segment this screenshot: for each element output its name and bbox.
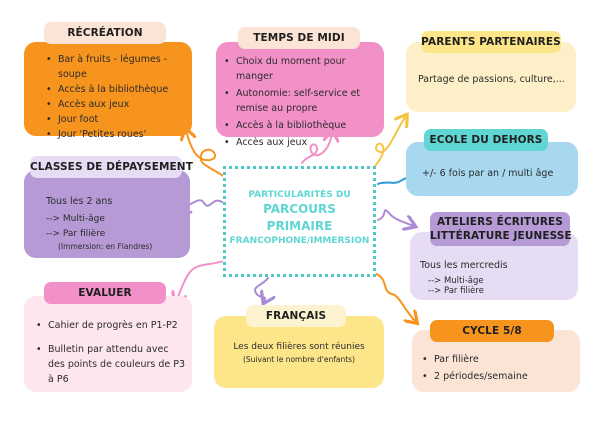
list-item: • Jour foot: [46, 112, 186, 127]
ateliers-title-1: ATELIERS ÉCRITURES: [437, 216, 563, 228]
classes-line1: Tous les 2 ans: [46, 196, 113, 207]
classes-line4: (Immersion: en Flandres): [58, 242, 153, 251]
list-item: • Par filière: [422, 352, 574, 367]
evaluer-title: EVALUER: [44, 282, 166, 304]
parents-text: Partage de passions, culture,...: [418, 74, 565, 85]
francais-line2: (Suivant le nombre d'enfants): [243, 355, 355, 364]
cycle-list: [422, 352, 574, 384]
list-item: • 2 périodes/semaine: [422, 369, 574, 384]
ateliers-line3: --> Par filière: [428, 286, 484, 296]
center-line1: PARTICULARITÉS DU: [248, 190, 351, 200]
center-box: [223, 166, 376, 277]
classes-line3: --> Par filière: [46, 229, 106, 239]
center-line2: PARCOURS: [263, 202, 336, 216]
center-line4: FRANCOPHONE/IMMERSION: [229, 236, 370, 246]
arrow-to-francais: [255, 278, 268, 302]
francais-title: FRANÇAIS: [246, 305, 346, 327]
ateliers-line1: Tous les mercredis: [420, 260, 508, 271]
evaluer-card: [24, 296, 192, 392]
parents-title: PARENTS PARTENAIRES: [421, 31, 561, 53]
midi-title: TEMPS DE MIDI: [238, 27, 360, 49]
center-line3: PRIMAIRE: [266, 219, 333, 233]
evaluer-list: [36, 318, 186, 387]
ateliers-line2: --> Multi-âge: [428, 276, 484, 286]
classes-card: [24, 170, 190, 258]
classes-line2: --> Multi-âge: [46, 214, 105, 224]
list-item: • Accès à la bibliothèque: [224, 118, 380, 133]
list-item: • Jour 'Petites roues': [46, 127, 186, 142]
ecole-title: ECOLE DU DEHORS: [424, 129, 548, 151]
recreation-list: [46, 52, 186, 142]
recreation-title: RÉCRÉATION: [44, 22, 166, 44]
ecole-text: +/- 6 fois par an / multi âge: [422, 168, 554, 179]
recreation-card: [24, 42, 192, 140]
ateliers-title: [430, 212, 570, 246]
list-item: • Accès aux jeux: [46, 97, 186, 112]
list-item: • Choix du moment pour manger: [224, 54, 380, 84]
list-item: • Accès à la bibliothèque: [46, 82, 186, 97]
ateliers-title-2: LITTÉRATURE JEUNESSE: [430, 230, 572, 242]
midi-list: [224, 54, 380, 150]
arrow-to-ateliers: [378, 210, 414, 226]
list-item: • Accès aux jeux: [224, 135, 380, 150]
list-item: • Autonomie: self-service et remise au propre: [224, 86, 380, 116]
cycle-title: CYCLE 5/8: [430, 320, 554, 342]
francais-line1: Les deux filières sont réunies: [233, 342, 365, 352]
list-item: • Bar à fruits - légumes - soupe: [46, 52, 186, 82]
midi-card: [216, 42, 384, 148]
list-item: • Bulletin par attendu avec des points de couleurs de P3 à P6: [36, 342, 186, 387]
list-item: • Cahier de progrès en P1-P2: [36, 318, 186, 333]
classes-title: CLASSES DE DÉPAYSEMENT: [30, 156, 182, 178]
